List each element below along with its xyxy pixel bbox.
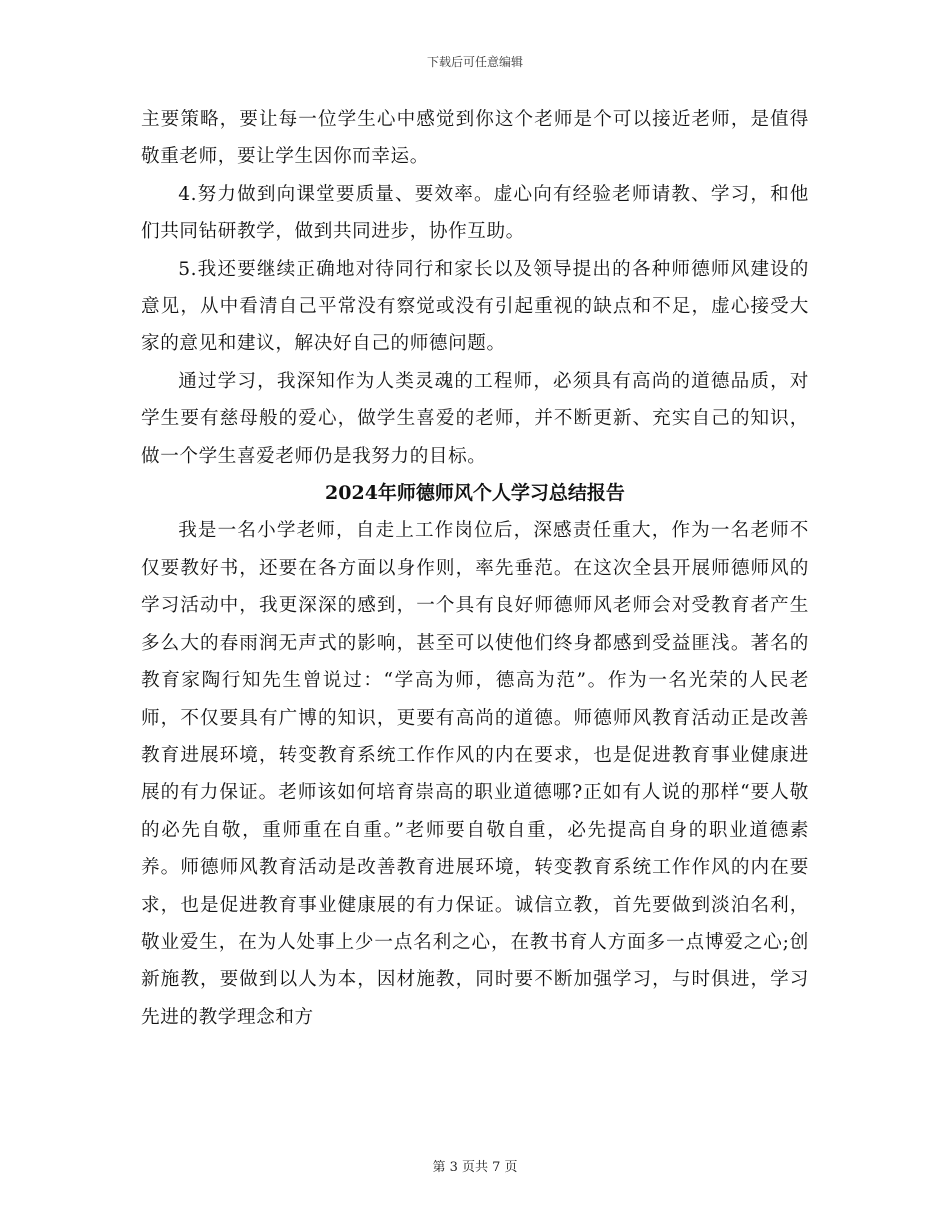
page-number-footer: 第 3 页共 7 页 [432, 1160, 518, 1175]
paragraph-item-5: 5.我还要继续正确地对待同行和家长以及领导提出的各种师德师风建设的意见，从中看清自己平常没有察觉或没有引起重视的缺点和不足，虚心接受大家的意见和建议，解决好自己的师德问题。 [141, 258, 809, 355]
paragraph-conclusion: 通过学习，我深知作为人类灵魂的工程师，必须具有高尚的道德品质，对学生要有慈母般的爱心，做学生喜爱的老师，并不断更新、充实自己的知识，做一个学生喜爱老师仍是我努力的目标。 [141, 370, 809, 467]
paragraph-continuation: 主要策略，要让每一位学生心中感觉到你这个老师是个可以接近老师，是值得敬重老师，要让学生因你而幸运。 [141, 109, 809, 168]
page-header: 下载后可任意编辑 [426, 55, 523, 69]
paragraph-item-4: 4.努力做到向课堂要质量、要效率。虚心向有经验老师请教、学习，和他们共同钻研教学，做到共同进步，协作互助。 [141, 183, 809, 243]
document-body [141, 101, 809, 1036]
paragraph-report-body: 我是一名小学老师，自走上工作岗位后，深感责任重大，作为一名老师不仅要教好书，还要在各方面以身作则，率先垂范。在这次全县开展师德师风的学习活动中，我更深深的感到，一个具有良好师德师风老师会对受教育者产生多么大的春雨润无声式的影响，甚至可以使他们终身都感到受益匪浅。著名的教育家陶行知先生曾说过：“学高为师，德高为范”。作为一名光荣的人民老师，不仅要具有广博的知识，更要有高尚的道德。师德师风教育活动正是改善教育进展环境，转变教育系统工作作风的内在要求，也是促进教育事业健康进展的有力保证。老师该如何培育崇高的职业道德哪?正如有人说的那样“要人敬的必先自敬，重师重在自重。”老师要自敬自重，必先提高自身的职业道德素养。师德师风教育活动是改善教育进展环境，转变教育系统工作作风的内在要求，也是促进教育事业健康展的有力保证。诚信立教，首先要做到淡泊名利，敬业爱生，在为人处事上少一点名利之心，在教书育人方面多一点博爱之心;创新施教，要做到以人为本，因材施教，同时要不断加强学习，与时俱进，学习先进的教学理念和方 [141, 520, 809, 1028]
section-title: 2024年师德师风个人学习总结报告 [325, 482, 625, 505]
